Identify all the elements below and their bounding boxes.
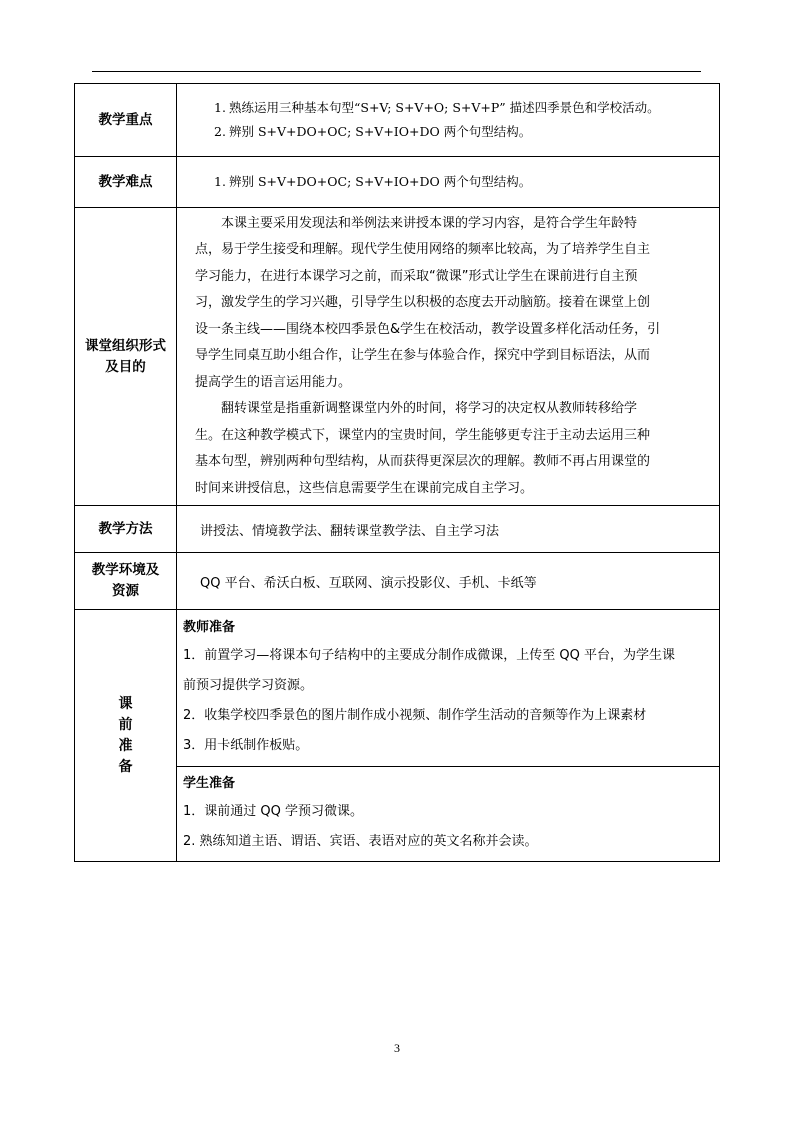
cell-organization (177, 208, 720, 506)
page-number: 3 (394, 1041, 400, 1055)
row-teaching-method (75, 506, 720, 553)
student-preparation-item-1: 1．课前通过 QQ 学预习微课。 (183, 804, 364, 819)
row-teaching-focus (75, 84, 720, 157)
row-teacher-preparation (75, 610, 720, 767)
organization-paragraph-1: 本课主要采用发现法和举例法来讲授本课的学习内容，是符合学生年龄特 点，易于学生接受和理解。现代学生使用网络的频率比较高，为了培养学生自主 学习能力，在进行本课学习之前，而采取“微课”形式让学生在课前进行自主预 习，激发学生的学习兴趣，引导学生以积极的态度去开动脑筋。接着在课堂上创 设一条主线——围绕本校四季景色&学生在校活动，教学设置多样化活动任务，引 导学生同桌互助小组合作，让学生在参与体验合作，探究中学到目标语法，从而 提高学生的语言运用能力。 (195, 215, 661, 390)
label-teaching-difficulty: 教学难点 (75, 157, 177, 208)
row-teaching-difficulty (75, 157, 720, 208)
cell-teaching-method: 讲授法、情境教学法、翻转课堂教学法、自主学习法 (177, 506, 720, 553)
header-rule (92, 71, 701, 72)
focus-item-1: 1. 熟练运用三种基本句型“S+V; S+V+O; S+V+P” 描述四季景色和学校活动。 (214, 100, 660, 115)
teacher-preparation-item-2: 2．收集学校四季景色的图片制作成小视频、制作学生活动的音频等作为上课素材 (183, 708, 647, 723)
cell-student-preparation (177, 767, 720, 862)
difficulty-item-1: 1. 辨别 S+V+DO+OC; S+V+IO+DO 两个句型结构。 (214, 174, 532, 189)
label-teaching-focus: 教学重点 (75, 84, 177, 157)
student-preparation-item-2: 2. 熟练知道主语、谓语、宾语、表语对应的英文名称并会读。 (183, 834, 538, 849)
student-preparation-heading: 学生准备 (183, 776, 236, 791)
label-organization: 课堂组织形式 及目的 (75, 208, 177, 506)
label-teaching-method: 教学方法 (75, 506, 177, 553)
row-environment (75, 553, 720, 610)
cell-environment: QQ 平台、希沃白板、互联网、演示投影仪、手机、卡纸等 (177, 553, 720, 610)
label-environment: 教学环境及 资源 (75, 553, 177, 610)
organization-paragraph-2: 翻转课堂是指重新调整课堂内外的时间，将学习的决定权从教师转移给学 生。在这种教学模式下，课堂内的宝贵时间，学生能够更专注于主动去运用三种 基本句型，辨别两种句型结构，从而获得更深层次的理解。教师不再占用课堂的 时间来讲授信息，这些信息需要学生在课前完成自主学习。 (195, 401, 651, 496)
cell-teaching-difficulty (177, 157, 720, 208)
focus-item-2: 2. 辨别 S+V+DO+OC; S+V+IO+DO 两个句型结构。 (214, 124, 532, 139)
lesson-plan-table (74, 83, 720, 862)
teacher-preparation-heading: 教师准备 (183, 620, 236, 635)
teacher-preparation-item-3: 3．用卡纸制作板贴。 (183, 738, 309, 753)
cell-teacher-preparation (177, 610, 720, 767)
teacher-preparation-item-1: 1．前置学习—将课本句子结构中的主要成分制作成微课，上传至 QQ 平台，为学生课 前预习提供学习资源。 (183, 648, 676, 693)
label-preparation: 课 前 准 备 (75, 610, 177, 862)
cell-teaching-focus (177, 84, 720, 157)
row-organization (75, 208, 720, 506)
